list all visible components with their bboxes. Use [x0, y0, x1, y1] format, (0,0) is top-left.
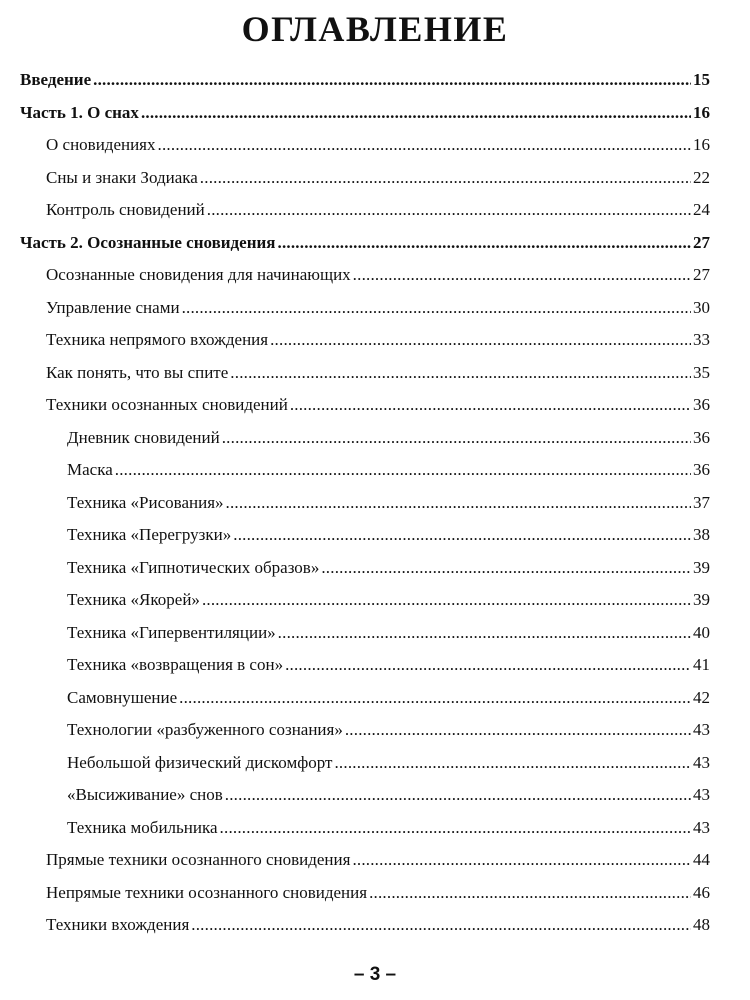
toc-entry: [20, 259, 710, 292]
toc-entry: [20, 844, 710, 877]
toc-entry-title: Введение: [20, 70, 92, 89]
toc-entry-title: Техника «Гипервентиляции»: [67, 622, 276, 642]
toc-entry: [20, 747, 710, 780]
dot-leader: [230, 357, 691, 390]
toc-entry-page: 36: [693, 427, 710, 447]
toc-entry-title: Самовнушение: [67, 687, 178, 707]
toc-entry-page: 15: [693, 70, 710, 89]
dot-leader: [182, 292, 691, 325]
toc-entry-page: 43: [693, 785, 710, 804]
toc-entry-title: Техника «возвращения в сон»: [67, 655, 284, 674]
toc-entry-page: 48: [693, 915, 710, 934]
dot-leader: [225, 779, 691, 812]
toc-entry: [20, 389, 710, 422]
toc-entry-title: Техники осознанных сновидений: [46, 395, 288, 414]
dot-leader: [353, 259, 691, 292]
toc-entry: [20, 779, 710, 812]
dot-leader: [278, 617, 691, 650]
toc-entry-page: 43: [693, 817, 710, 837]
toc-entry-page: 36: [693, 460, 710, 479]
toc-entry: [20, 714, 710, 747]
toc-entry-title: Часть 1. О снах: [20, 102, 139, 122]
toc-entry: [20, 519, 710, 552]
toc-entry: [20, 324, 710, 357]
dot-leader: [345, 714, 691, 747]
toc-entry: [20, 422, 710, 455]
dot-leader: [115, 454, 691, 487]
toc-entry-title: Маска: [67, 460, 113, 479]
toc-entry: [20, 97, 710, 130]
toc-entry: [20, 194, 710, 227]
dot-leader: [278, 227, 692, 260]
toc-entry-title: Сны и знаки Зодиака: [46, 167, 198, 187]
toc-entry-title: Часть 2. Осознанные сновидения: [20, 232, 276, 252]
toc-entry: [20, 877, 710, 910]
toc-entry-page: 38: [693, 525, 710, 544]
toc-entry-title: Дневник сновидений: [67, 427, 220, 447]
toc-entry-title: Технологии «разбуженного сознания»: [67, 720, 343, 739]
toc-entry: [20, 617, 710, 650]
toc-entry-page: 37: [693, 492, 710, 512]
toc-entry-title: Как понять, что вы спите: [46, 362, 229, 382]
toc-entry-page: 46: [693, 882, 710, 902]
toc-entry: [20, 584, 710, 617]
dot-leader: [207, 194, 691, 227]
toc-entry-page: 16: [693, 135, 710, 154]
toc-entry-page: 39: [693, 590, 710, 609]
toc-entry-title: «Высиживание» снов: [67, 785, 223, 804]
toc-entry-page: 42: [693, 687, 710, 707]
toc-entry-page: 27: [693, 232, 710, 252]
toc-entry-page: 36: [693, 395, 710, 414]
toc-entry: [20, 227, 710, 260]
toc-entry-title: Осознанные сновидения для начинающих: [46, 265, 351, 284]
toc-entry-title: Техника непрямого вхождения: [46, 330, 269, 349]
toc-entry-title: Прямые техники осознанного сновидения: [46, 850, 351, 869]
toc-entry-page: 35: [693, 362, 710, 382]
toc-entry-page: 33: [693, 330, 710, 349]
dot-leader: [352, 844, 691, 877]
dot-leader: [270, 324, 691, 357]
toc-entry: [20, 909, 710, 942]
toc-title: ОГЛАВЛЕНИЕ: [241, 9, 509, 49]
toc-entry: [20, 129, 710, 162]
toc-entry-title: Техника «Рисования»: [67, 492, 224, 512]
toc-entry-page: 24: [693, 200, 710, 219]
dot-leader: [321, 552, 691, 585]
toc-entry-page: 41: [693, 655, 710, 674]
dot-leader: [285, 649, 691, 682]
dot-leader: [220, 812, 691, 845]
toc-entry: [20, 649, 710, 682]
toc-entry: [20, 812, 710, 845]
dot-leader: [202, 584, 691, 617]
dot-leader: [191, 909, 691, 942]
dot-leader: [334, 747, 691, 780]
toc-entry: [20, 487, 710, 520]
toc-entry-title: Техника «Якорей»: [67, 590, 200, 609]
toc-entry: [20, 292, 710, 325]
toc-entry-page: 16: [693, 102, 710, 122]
dot-leader: [226, 487, 691, 520]
dot-leader: [158, 129, 691, 162]
dot-leader: [200, 162, 691, 195]
toc-entry: [20, 64, 710, 97]
toc-entry-title: Техники вхождения: [46, 915, 190, 934]
toc-entry-page: 27: [693, 265, 710, 284]
page-number: – 3 –: [353, 964, 397, 985]
toc-entry-title: Непрямые техники осознанного сновидения: [46, 882, 368, 902]
toc-entry: [20, 162, 710, 195]
dot-leader: [222, 422, 691, 455]
dot-leader: [179, 682, 691, 715]
toc-entry-page: 43: [693, 752, 710, 772]
toc-entry-page: 40: [693, 622, 710, 642]
toc-entry-page: 44: [693, 850, 710, 869]
dot-leader: [290, 389, 691, 422]
dot-leader: [233, 519, 691, 552]
toc-entry: [20, 552, 710, 585]
toc-entry-page: 22: [693, 167, 710, 187]
toc-entry-page: 30: [693, 297, 710, 317]
toc-entry: [20, 357, 710, 390]
toc-entry-page: 39: [693, 557, 710, 577]
toc-entry-page: 43: [693, 720, 710, 739]
toc-entry-title: Управление снами: [46, 297, 180, 317]
toc-entry-title: О сновидениях: [46, 135, 156, 154]
toc-entry-title: Техника мобильника: [67, 817, 218, 837]
toc-entry-title: Контроль сновидений: [46, 200, 205, 219]
toc-entry-title: Техника «Перегрузки»: [67, 525, 232, 544]
toc-entry: [20, 682, 710, 715]
toc-entry-title: Техника «Гипнотических образов»: [67, 557, 320, 577]
toc-entry: [20, 454, 710, 487]
toc-entry-title: Небольшой физический дискомфорт: [67, 752, 333, 772]
dot-leader: [141, 97, 691, 130]
dot-leader: [93, 64, 691, 97]
dot-leader: [369, 877, 691, 910]
table-of-contents: [20, 64, 710, 942]
